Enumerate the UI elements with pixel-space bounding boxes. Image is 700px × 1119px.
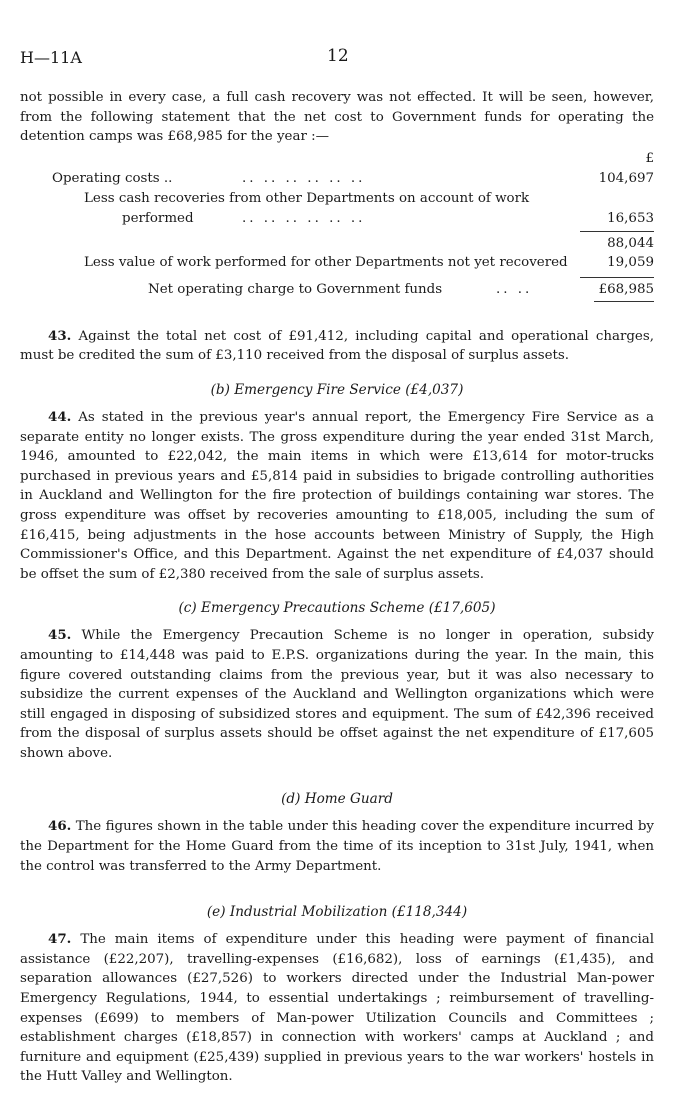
statement-value: £68,985	[598, 281, 654, 297]
paragraph-text: Against the total net cost of £91,412, including capital and operational charges, must be credited the sum of £3,110 received from the disposal of surplus assets.	[20, 328, 654, 364]
statement-label: Less cash recoveries from other Departments on account of work	[84, 190, 530, 206]
statement-row-less-cash-recoveries	[20, 189, 654, 209]
paragraph-44	[20, 408, 654, 584]
statement-value: 104,697	[598, 170, 654, 186]
paragraph-text: As stated in the previous year's annual report, the Emergency Fire Service as a separate entity no longer exists. The gross expenditure during the year ended 31st March, 1946, amounted to £22,042, the main items in which were £13,614 for motor-trucks purchased in previous years and £5,814 paid in subsidies to brigade controlling authorities in Auckland and Wellington for the fire protection of buildings containing war stores. The gross expenditure was offset by recoveries amounting to £18,005, including the sum of £16,415, being adjustments in the hose accounts between Ministry of Supply, the High Commissioner's Office, and this Department. Against the net expenditure of £4,037 should be offset the sum of £2,380 received from the sale of surplus assets.	[20, 409, 654, 582]
paragraph-text: The main items of expenditure under this heading were payment of financial assistance (£22,207), travelling-expenses (£16,682), loss of earnings (£1,435), and separation allowances (£27,526) to workers directed under the Industrial Man-power Emergency Regulations, 1944, to essential undertakings ; reimbursement of travelling-expenses (£699) to members of Man-power Utilization Councils and Committees ; establishment charges (£18,857) in connection with workers' camps at Auckland ; and furniture and equipment (£25,439) supplied in previous years to the war workers' hostels in the Hutt Valley and Wellington.	[20, 932, 654, 1085]
page-body	[20, 88, 654, 1087]
paragraph-47	[20, 930, 654, 1087]
statement-row-performed	[20, 209, 654, 229]
paragraph-number: 45.	[48, 627, 72, 644]
paragraph-number: 44.	[48, 408, 72, 425]
paragraph-text: While the Emergency Precaution Scheme is no longer in operation, subsidy amounting to £14,448 was paid to E.P.S. organizations during the year. In the main, this figure covered outstanding claims from the previous year, but it was also necessary to subsidize the current expenses of the Auckland and Wellington organizations which were still engaged in disposing of subsidized stores and equipment. The sum of £42,396 received from the disposal of surplus assets should be offset against the net expenditure of £17,605 shown above.	[20, 628, 655, 761]
paragraph-46	[20, 817, 654, 876]
paragraph-number: 43.	[48, 327, 72, 344]
heading-home-guard: (d) Home Guard	[281, 791, 393, 808]
statement-leader: .. .. .. .. .. ..	[242, 170, 366, 186]
heading-industrial-mobilization: (e) Industrial Mobilization (£118,344)	[206, 904, 468, 921]
statement-value: 16,653	[607, 210, 654, 226]
heading-emergency-fire-service: (b) Emergency Fire Service (£4,037)	[210, 381, 464, 398]
statement-label: Net operating charge to Government funds	[148, 281, 443, 297]
paragraph-number: 47.	[48, 931, 72, 948]
intro-paragraph: not possible in every case, a full cash recovery was not effected. It will be seen, however, from the following statement that the net cost to Government funds for operating the detention camps was £68,985 for the year :—	[20, 90, 654, 145]
statement-leader: .. ..	[496, 281, 533, 297]
statement-row-operating-costs	[20, 169, 654, 189]
cost-statement	[20, 149, 654, 301]
paragraph-43	[20, 327, 654, 366]
statement-value: 88,044	[607, 235, 654, 251]
statement-row-less-value-not-recovered	[20, 253, 654, 273]
page-number: 12	[327, 46, 349, 66]
document-reference: H—11A	[20, 48, 82, 67]
subtotal-rule	[580, 231, 654, 232]
total-rule	[580, 277, 654, 278]
currency-header: £	[645, 150, 654, 166]
statement-leader: .. .. .. .. .. ..	[242, 210, 366, 226]
statement-row-net-charge	[20, 273, 654, 301]
statement-value: 19,059	[607, 254, 654, 270]
heading-emergency-precautions-scheme: (c) Emergency Precautions Scheme (£17,605)	[178, 600, 496, 617]
statement-label: performed	[122, 210, 194, 226]
paragraph-number: 46.	[48, 818, 72, 835]
paragraph-text: The figures shown in the table under this heading cover the expenditure incurred by the Department for the Home Guard from the time of its inception to 31st July, 1941, when the control was transferred to the Army Department.	[20, 819, 655, 874]
statement-label: Less value of work performed for other Departments not yet recovered	[84, 254, 568, 270]
paragraph-45	[20, 626, 654, 763]
statement-label: Operating costs ..	[52, 170, 173, 186]
statement-row-subtotal	[20, 229, 654, 253]
total-double-rule	[594, 301, 654, 302]
